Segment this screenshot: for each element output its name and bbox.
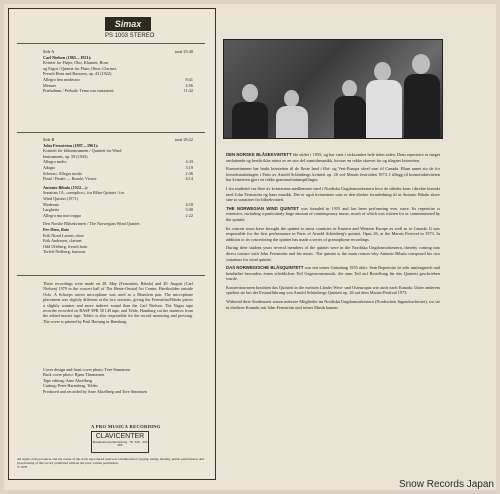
track-row: Allegro ben moderato 8:41 <box>43 76 193 82</box>
side-b-total: total 29:22 <box>174 137 193 142</box>
track-row: Menuet 4:56 <box>43 82 193 88</box>
divider <box>17 132 205 133</box>
musician-face <box>242 84 258 102</box>
side-a-composer: Carl Nielsen (1865—1931): <box>43 54 92 60</box>
musician-body <box>404 74 440 139</box>
side-b-work: Instruments, op. 59 (1943) <box>43 153 88 159</box>
copyright-fine-print: All rights of the producer and the owner of the work reproduced reserved. Unauthorized copying, hiring, lending, public performance and broadcasting of this record prohibited without the prior written permission. ℗ 1979 <box>17 457 204 470</box>
track-row: Final / Finale — Rondo: Vivace 4:14 <box>43 176 193 182</box>
musician-face <box>284 90 299 107</box>
pro-musica-label: A PRO MUSICA RECORDING <box>91 424 161 429</box>
band-photo <box>223 39 443 139</box>
credits: Cover design and front cover photo: Tore Simonsen Back cover photo: Bjørn Thomassen Tape editing: Arne Akselberg Cutting: Peter Harenberg, Teldec Produced and recorded by Arne Akselberg and Tore Simonsen <box>43 367 148 394</box>
ensemble-member: Per Øien, flute <box>43 226 70 232</box>
recording-notes: These recordings were made on 28. May (Fernström, Bibalo) and 20. August (Carl Nielsen) 1979 in the concert hall of The Henie-Onstad Art Centre, Høvikodden outside Oslo. A Schoeps stereo microphone was used as a Blumlein pair. The microphone placement was slightly different at the two sessions, giving the Fernström/Bibalo pieces a slightly warmer and more indirect sound than the Carl Nielsen. The Nagra tape recorder recorded on BASF SPR 50 LH tape, and Telde, Hamburg cut the matrices from the edited master tape. Teldec is also responsible for the record mastering and pressing. The cover is printed by Paul Hartung in Hamburg. <box>43 281 193 324</box>
side-b-work: Kvintett för blåsinstrument / Quintett for Wind <box>43 148 122 154</box>
track-listing-panel <box>8 8 216 480</box>
track-row: Præludium / Prelude. Tema con variazioni 11:42 <box>43 88 193 94</box>
musician-face <box>374 62 391 81</box>
clavicenter-stamp: CLAVICENTER Musikinstrumentforretning · Tlf. 420 · 220 366 <box>91 431 149 453</box>
divider <box>17 43 205 44</box>
track-row: Scherzo: Allegro molto 2:36 <box>43 170 193 176</box>
musician-face <box>342 80 357 97</box>
side-b-title: Side B <box>43 137 55 142</box>
side-a-title: Side A <box>43 49 55 54</box>
liner-notes: DEN NORSKE BLÅSEKVINTETT ble stiftet i 1955, og har vært i virksomhet hele tiden siden. Dens repertoire er meget omfattende og består ikke minst av en stor del samtidsmusikk, hvorav en rekke skrevet for og tilegnet kvintetten. Konsertturneer har brakt kvintetten til de fleste land i Øst- og Vest-Europa såvel som til Canada. Blant annet sto de for førsteframføringen i Paris av Arnold Schönbergs kvintett op. 26 ved Marais festivalen 1973. I tillegg til konsertaktiviteten har kvintetten gjort en rekke grammofoninnspillinger. I sin studietid var flere av kvintettens medlemmer med i Nordiska Ungdomsorkestern hvor de således kom i direkte kontakt med John Fernström og hans musikk. Det er også kvintettens som er den direkte foranledning til at Antonio Bibalo skrev sine to sonatiner for blåsekvintett. THE NORWEGIAN WIND QUINTET was founded in 1955 and has been performing ever since. Its repertoire is extensive, including a particularly large amount of contemporary music, much of which was written for or commissioned by the quintet. Its concert tours have brought the quintet to most countries in Eastern and Western Europe as well as to Canada. It was responsible for the first performance in Paris of Arnold Schönberg's quintet, Opus 26, at the Marais Festival in 1973. In addition to its concertizing the quintet has made a series of gramophone recordings. During their student years several members of the quintet were in the Nordiska Ungdomsorkestern, thereby coming into direct contact with John Fernström and his music. The quintet is the main reason why Antonio Bibalo composed his two sonatinas for wind quintet. DAS NORWEGISCHE BLÄSQUINTETT war seit seiner Gründung 1955 aktiv. Sein Repertoire ist sehr umfangreich und beinhaltet besonders einen erheblichen Teil Gegenwartsmusik, die zum Teil auf Bestellung für das Quintett geschrieben wurde. Konzerttourneen brachten das Quintett in die meisten Länder West- und Osteuropas wie auch nach Kanada. Unter anderem spielten sie bei der Erstaufführung von Arnold Schönbergs Quintett op. 26 auf dem Marais-Festival 1973. Während ihrer Studienzeit waren mehrere Mitglieder im Nordiska Ungdomsorkestern (Nordischen Jugendorchester), wo sie in direkten Kontakt mit John Fernström und seiner Musik kamen. <box>226 152 440 310</box>
side-a-total: total 25:40 <box>174 49 193 54</box>
track-row: Moderato 4:18 <box>43 201 193 207</box>
musician-body <box>232 102 268 139</box>
section-heading: DEN NORSKE BLÅSEKVINTETT <box>226 152 292 157</box>
section-heading: THE NORWEGIAN WIND QUINTET <box>226 205 299 211</box>
section-heading: DAS NORWEGISCHE BLÄSQUINTETT <box>226 265 304 271</box>
side-a-section <box>43 49 193 94</box>
side-a-work: French Horn and Bassoon, op. 43 (1922) <box>43 71 112 77</box>
ensemble-name: Den Norske Blåsekvintett / The Norwegian Wind Quintet: <box>43 221 141 227</box>
ensemble-member: Torleif Nedberg, bassoon <box>43 249 86 255</box>
side-a-work: Kvintet for Fløjte, Obo, Klarinet, Horn <box>43 60 109 66</box>
record-back-cover <box>4 4 496 490</box>
label-logo: Simax <box>105 17 151 31</box>
side-a-work: og Fagot / Quintet for Flute, Oboe, Clarinet, <box>43 65 117 71</box>
divider <box>17 275 205 276</box>
track-row: Allegro ma non troppo 2:22 <box>43 212 193 218</box>
catalog-number: PS 1003 STEREO <box>105 33 155 39</box>
musician-face <box>412 54 430 74</box>
track-row: Larghetto 5:00 <box>43 207 193 213</box>
side-b-composer: Antonio Bibalo (1922—): <box>43 184 88 190</box>
musician-body <box>276 106 308 139</box>
track-row: Allegro molto 4:43 <box>43 159 193 165</box>
side-b-work: Sonatina 1A, «semplice», for Blåse Quintet / for <box>43 190 125 196</box>
ensemble-member: Odd Ulleberg, french horn <box>43 243 88 249</box>
year: 1979 <box>20 465 28 470</box>
side-b-section <box>43 137 193 255</box>
track-row: Adagio 3:19 <box>43 164 193 170</box>
musician-body <box>334 96 366 139</box>
watermark: Snow Records Japan <box>398 479 494 490</box>
musician-body <box>366 80 402 139</box>
ensemble-member: Erik Niord Larsen, oboe <box>43 232 84 238</box>
side-b-work: Wind Quintet (1971) <box>43 195 78 201</box>
ensemble-member: Erik Andresen, clarinet <box>43 238 82 244</box>
side-b-composer: John Fernström (1897—1961): <box>43 142 99 148</box>
